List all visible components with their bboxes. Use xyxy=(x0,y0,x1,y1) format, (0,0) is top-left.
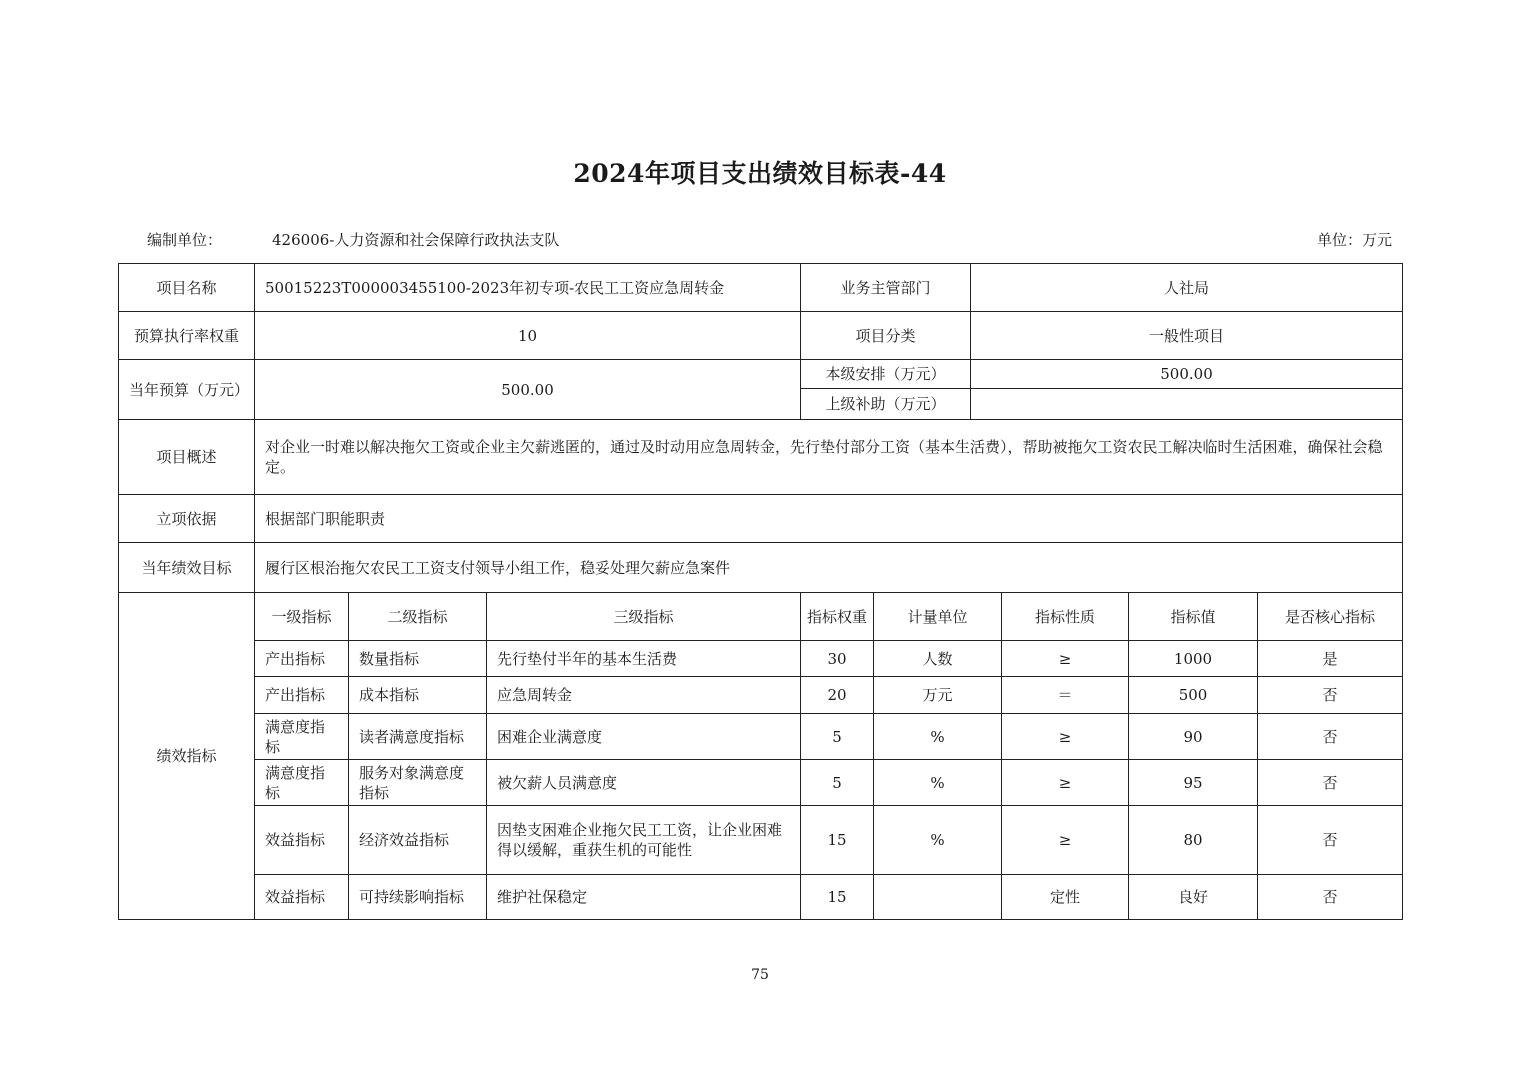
indicator-unit: % xyxy=(874,714,1002,760)
indicator-value: 1000 xyxy=(1129,641,1258,677)
indicator-level2: 可持续影响指标 xyxy=(349,875,487,920)
indicator-weight: 5 xyxy=(801,760,874,806)
indicator-nature: ≥ xyxy=(1002,806,1129,875)
page-title: 2024年项目支出绩效目标表-44 xyxy=(573,159,947,188)
annual-goal-value: 履行区根治拖欠农民工工资支付领导小组工作，稳妥处理欠薪应急案件 xyxy=(255,543,1403,593)
indicator-value: 90 xyxy=(1129,714,1258,760)
header-weight: 指标权重 xyxy=(801,593,874,641)
project-name-label: 项目名称 xyxy=(119,264,255,312)
weight-label: 预算执行率权重 xyxy=(119,312,255,360)
indicator-level3: 被欠薪人员满意度 xyxy=(487,760,801,806)
indicator-nature: ≥ xyxy=(1002,760,1129,806)
upper-subsidy-value xyxy=(971,389,1403,420)
local-arrangement-label: 本级安排（万元） xyxy=(801,360,971,389)
header-level1: 一级指标 xyxy=(255,593,349,641)
indicator-nature: ＝ xyxy=(1002,677,1129,714)
project-name-value: 50015223T000003455100-2023年初专项-农民工工资应急周转金 xyxy=(255,264,801,312)
category-value: 一般性项目 xyxy=(971,312,1403,360)
indicator-level3: 困难企业满意度 xyxy=(487,714,801,760)
indicator-unit: % xyxy=(874,806,1002,875)
indicator-value: 80 xyxy=(1129,806,1258,875)
currency-unit: 单位：万元 xyxy=(1316,231,1392,249)
indicator-value: 95 xyxy=(1129,760,1258,806)
indicator-unit: 万元 xyxy=(874,677,1002,714)
indicator-level3: 维护社保稳定 xyxy=(487,875,801,920)
compiling-unit xyxy=(147,229,559,250)
indicator-row xyxy=(119,806,1403,875)
indicator-level1: 产出指标 xyxy=(255,641,349,677)
indicator-row xyxy=(119,641,1403,677)
header-level3: 三级指标 xyxy=(487,593,801,641)
indicator-level1: 满意度指标 xyxy=(255,760,349,806)
category-label: 项目分类 xyxy=(801,312,971,360)
basis-value: 根据部门职能职责 xyxy=(255,495,1403,543)
indicator-core: 否 xyxy=(1258,677,1403,714)
header-core: 是否核心指标 xyxy=(1258,593,1403,641)
indicator-level2: 服务对象满意度指标 xyxy=(349,760,487,806)
overview-value: 对企业一时难以解决拖欠工资或企业主欠薪逃匿的，通过及时动用应急周转金，先行垫付部分工资（基本生活费），帮助被拖欠工资农民工解决临时生活困难，确保社会稳定。 xyxy=(255,420,1403,495)
compiling-unit-label: 编制单位： xyxy=(147,231,223,249)
header-unit: 计量单位 xyxy=(874,593,1002,641)
indicator-value: 500 xyxy=(1129,677,1258,714)
overview-label: 项目概述 xyxy=(119,420,255,495)
indicator-weight: 15 xyxy=(801,875,874,920)
annual-goal-label: 当年绩效目标 xyxy=(119,543,255,593)
indicator-core: 是 xyxy=(1258,641,1403,677)
indicators-section-label: 绩效指标 xyxy=(119,593,255,920)
indicator-level1: 产出指标 xyxy=(255,677,349,714)
indicator-level3: 应急周转金 xyxy=(487,677,801,714)
indicator-weight: 20 xyxy=(801,677,874,714)
indicator-nature: 定性 xyxy=(1002,875,1129,920)
dept-value: 人社局 xyxy=(971,264,1403,312)
indicator-level2: 读者满意度指标 xyxy=(349,714,487,760)
performance-target-table xyxy=(118,263,1403,920)
header-value: 指标值 xyxy=(1129,593,1258,641)
indicator-level2: 成本指标 xyxy=(349,677,487,714)
indicator-level2: 经济效益指标 xyxy=(349,806,487,875)
indicator-level3: 先行垫付半年的基本生活费 xyxy=(487,641,801,677)
indicator-weight: 30 xyxy=(801,641,874,677)
indicator-nature: ≥ xyxy=(1002,641,1129,677)
indicator-row xyxy=(119,875,1403,920)
indicator-level1: 满意度指标 xyxy=(255,714,349,760)
indicator-nature: ≥ xyxy=(1002,714,1129,760)
indicator-value: 良好 xyxy=(1129,875,1258,920)
indicator-core: 否 xyxy=(1258,714,1403,760)
basis-label: 立项依据 xyxy=(119,495,255,543)
indicator-weight: 5 xyxy=(801,714,874,760)
local-arrangement-value: 500.00 xyxy=(971,360,1403,389)
indicator-unit xyxy=(874,875,1002,920)
header-level2: 二级指标 xyxy=(349,593,487,641)
indicator-row xyxy=(119,760,1403,806)
indicator-core: 否 xyxy=(1258,806,1403,875)
weight-value: 10 xyxy=(255,312,801,360)
indicator-unit: 人数 xyxy=(874,641,1002,677)
indicator-level1: 效益指标 xyxy=(255,806,349,875)
page-number: 75 xyxy=(751,967,769,983)
indicator-level3: 因垫支困难企业拖欠民工工资，让企业困难得以缓解，重获生机的可能性 xyxy=(487,806,801,875)
dept-label: 业务主管部门 xyxy=(801,264,971,312)
indicator-core: 否 xyxy=(1258,875,1403,920)
indicator-level2: 数量指标 xyxy=(349,641,487,677)
compiling-unit-value: 426006-人力资源和社会保障行政执法支队 xyxy=(272,231,560,249)
budget-label: 当年预算（万元） xyxy=(119,360,255,420)
indicator-core: 否 xyxy=(1258,760,1403,806)
indicator-level1: 效益指标 xyxy=(255,875,349,920)
indicator-row xyxy=(119,714,1403,760)
header-nature: 指标性质 xyxy=(1002,593,1129,641)
indicator-row xyxy=(119,677,1403,714)
indicator-weight: 15 xyxy=(801,806,874,875)
upper-subsidy-label: 上级补助（万元） xyxy=(801,389,971,420)
budget-value: 500.00 xyxy=(255,360,801,420)
indicator-unit: % xyxy=(874,760,1002,806)
